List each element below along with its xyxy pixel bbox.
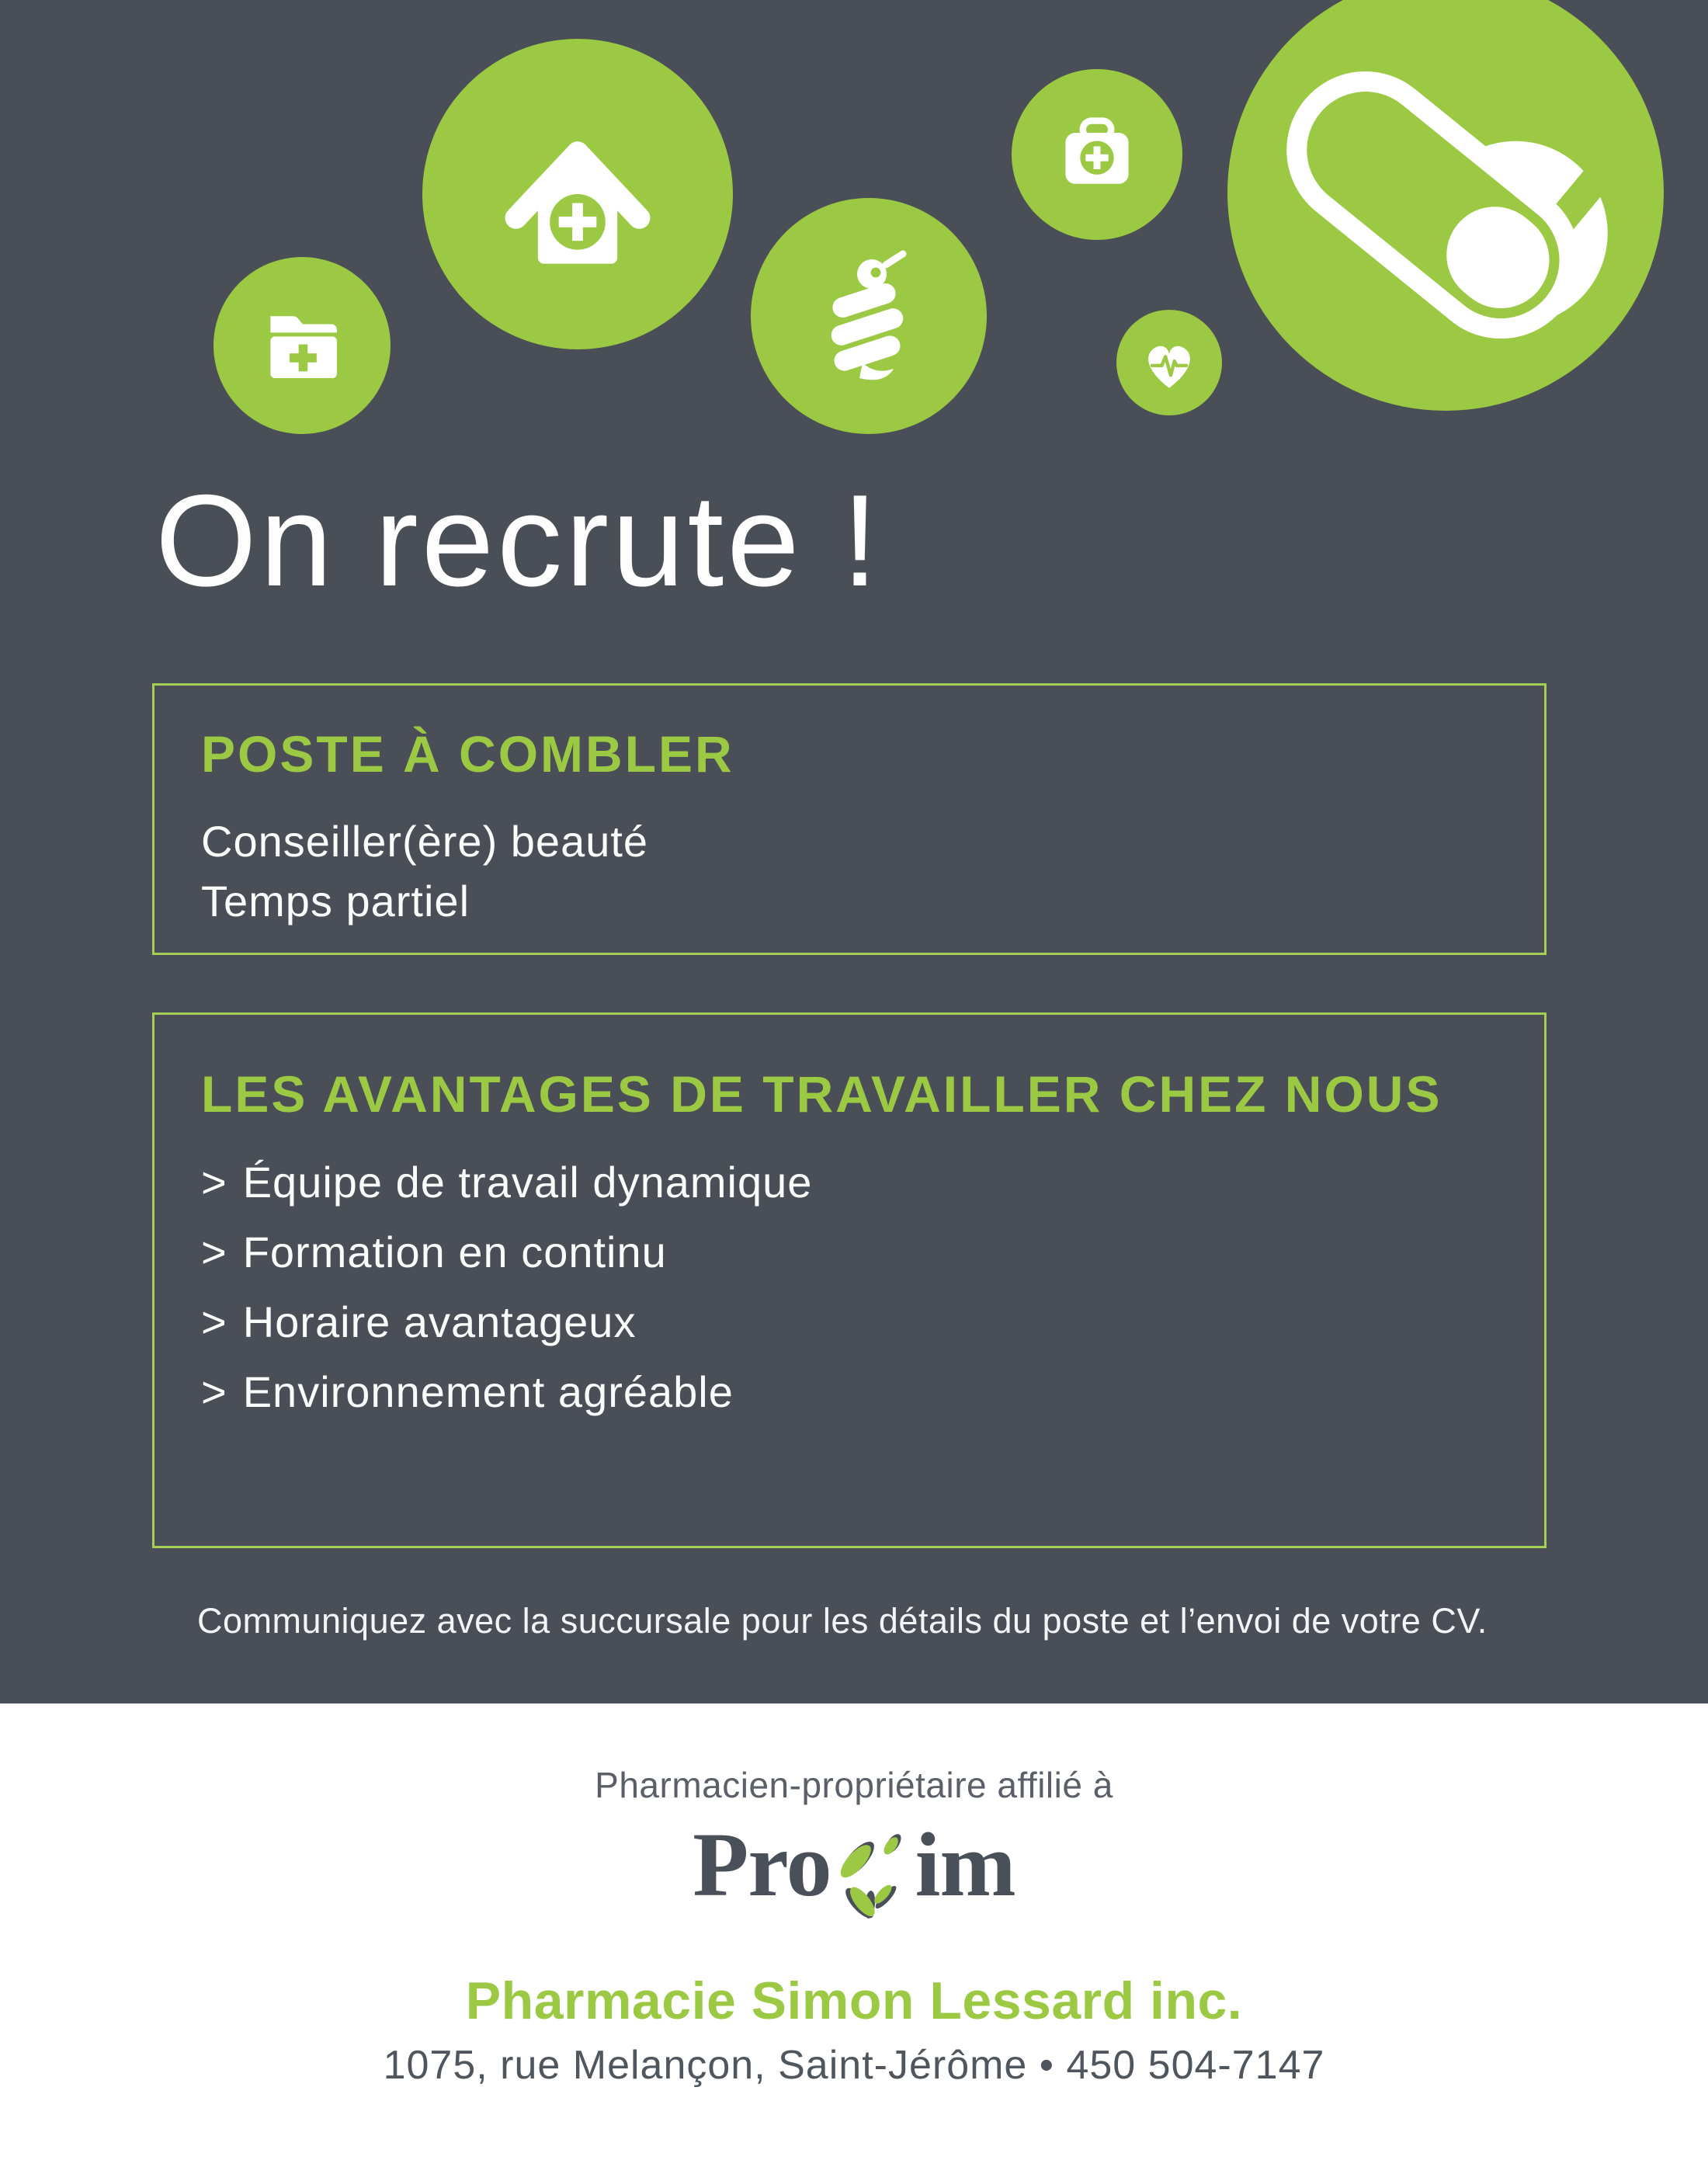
affiliation-text: Pharmacien-propriétaire affilié à [595, 1765, 1113, 1805]
benefits-box [152, 1012, 1547, 1548]
proxim-x-leaf-icon [833, 1819, 914, 1940]
benefit-item [201, 1297, 1498, 1346]
contact-note: Communiquez avec la succursale pour les détails du poste et l’envoi de votre CV. [197, 1601, 1488, 1641]
pharmacy-name: Pharmacie Simon Lessard inc. [465, 1971, 1243, 2030]
position-schedule: Temps partiel [201, 877, 470, 926]
benefit-label: Environnement agréable [242, 1367, 734, 1416]
heart-pulse-icon [1116, 310, 1222, 415]
position-role: Conseiller(ère) beauté [201, 817, 649, 866]
address-line: 1075, rue Melançon, Saint-Jérôme • 450 504-7147 [383, 2043, 1325, 2088]
benefits-heading: LES AVANTAGES DE TRAVAILLER CHEZ NOUS [201, 1065, 1442, 1123]
chevron-bullet: > [201, 1367, 227, 1416]
benefit-item [201, 1158, 1498, 1207]
position-box [152, 683, 1547, 955]
chevron-bullet: > [201, 1228, 227, 1276]
benefit-item [201, 1367, 1498, 1416]
benefit-label: Formation en continu [242, 1228, 667, 1276]
benefit-label: Horaire avantageux [242, 1297, 637, 1346]
benefit-item [201, 1228, 1498, 1276]
folder-plus-icon [214, 257, 391, 434]
chevron-bullet: > [201, 1158, 227, 1207]
proxim-logo [0, 1814, 1708, 1943]
logo-text-im: im [915, 1814, 1015, 1915]
benefit-label: Équipe de travail dynamique [242, 1158, 813, 1207]
position-heading: POSTE À COMBLER [201, 725, 734, 783]
page-title: On recrute ! [155, 467, 882, 613]
capsule-tablet-icon [1227, 0, 1664, 411]
asclepius-snake-icon [751, 198, 987, 434]
logo-text-pro: Pro [693, 1814, 831, 1915]
first-aid-kit-icon [1012, 69, 1182, 240]
house-medical-icon [422, 39, 733, 349]
chevron-bullet: > [201, 1297, 227, 1346]
